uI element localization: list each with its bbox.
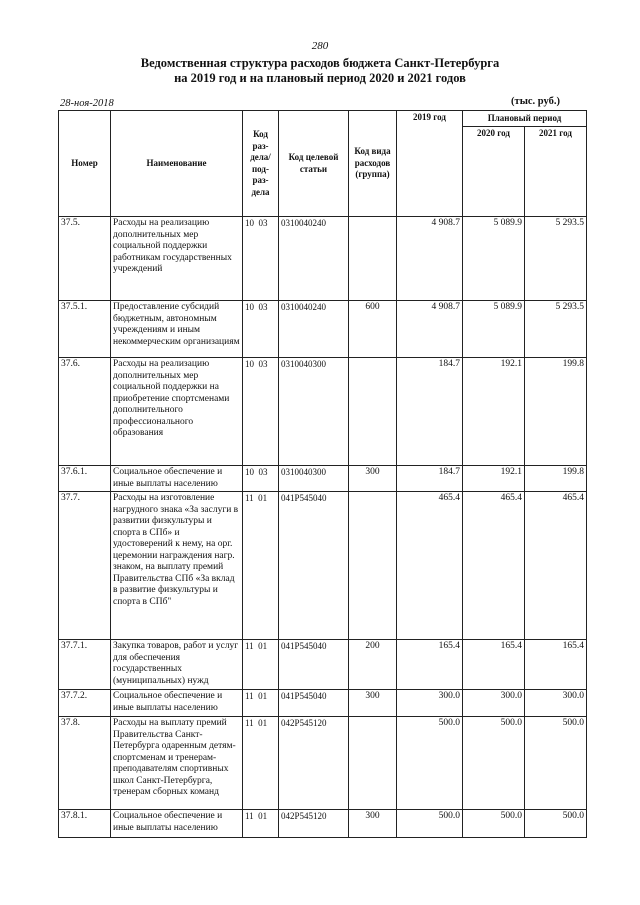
row-value-2019: 165.4 (397, 640, 463, 690)
units-label: (тыс. руб.) (511, 96, 560, 107)
header-section: Код раз-дела/ под-раз-дела (243, 111, 279, 217)
row-value-2019: 300.0 (397, 690, 463, 717)
row-name: Социальное обеспечение и иные выплаты населению (111, 466, 243, 492)
row-number: 37.8.1. (59, 810, 111, 838)
row-subsection: 01 (258, 811, 268, 821)
row-number: 37.7.2. (59, 690, 111, 717)
row-target-code: 041P545040 (279, 492, 349, 640)
header-target: Код целевой статьи (279, 111, 349, 217)
row-section: 10 (245, 302, 254, 312)
row-section-code (243, 217, 279, 301)
document-date: 28-ноя-2018 (60, 98, 114, 109)
table-row (59, 301, 587, 358)
title-line-2: на 2019 год и на плановый период 2020 и 2021 годов (174, 71, 466, 85)
row-number: 37.6. (59, 358, 111, 466)
row-section: 11 (245, 641, 254, 651)
title-line-1: Ведомственная структура расходов бюджета Санкт-Петербурга (140, 56, 500, 70)
row-expense-type: 300 (349, 810, 397, 838)
row-section-code (243, 301, 279, 358)
row-subsection: 03 (258, 359, 268, 369)
row-target-code: 0310040240 (279, 217, 349, 301)
row-value-2021: 5 293.5 (525, 301, 587, 358)
row-value-2019: 4 908.7 (397, 301, 463, 358)
row-number: 37.7.1. (59, 640, 111, 690)
row-expense-type: 300 (349, 466, 397, 492)
row-section-code (243, 492, 279, 640)
row-expense-type (349, 358, 397, 466)
row-expense-type (349, 492, 397, 640)
row-target-code: 041P545040 (279, 690, 349, 717)
row-subsection: 01 (258, 718, 268, 728)
row-value-2020: 5 089.9 (463, 301, 525, 358)
row-expense-type (349, 717, 397, 810)
row-subsection: 01 (258, 493, 268, 503)
row-name: Расходы на изготовление нагрудного знака «За заслуги в развитии физкультуры и спорта в СПб» и удостоверений к нему, на орг. церемонии награждения нагр. знаком, на выплату премий Правительства СПб «За вклад в развитие физкультуры и спорта в СПб" (111, 492, 243, 640)
row-section: 10 (245, 359, 254, 369)
table-row (59, 217, 587, 301)
row-expense-type (349, 217, 397, 301)
table-row (59, 690, 587, 717)
row-value-2019: 4 908.7 (397, 217, 463, 301)
header-number: Номер (59, 111, 111, 217)
row-subsection: 01 (258, 691, 268, 701)
row-subsection: 03 (258, 467, 268, 477)
row-name: Закупка товаров, работ и услуг для обеспечения государственных (муниципальных) нужд (111, 640, 243, 690)
row-value-2020: 465.4 (463, 492, 525, 640)
row-section: 11 (245, 493, 254, 503)
row-value-2020: 500.0 (463, 810, 525, 838)
table-row (59, 358, 587, 466)
row-expense-type: 200 (349, 640, 397, 690)
row-value-2021: 465.4 (525, 492, 587, 640)
table-row (59, 717, 587, 810)
row-expense-type: 600 (349, 301, 397, 358)
row-section-code (243, 810, 279, 838)
row-value-2021: 199.8 (525, 358, 587, 466)
header-name: Наименование (111, 111, 243, 217)
row-name: Расходы на реализацию дополнительных мер социальной поддержки работникам государственных учреждений (111, 217, 243, 301)
row-number: 37.6.1. (59, 466, 111, 492)
row-value-2019: 184.7 (397, 358, 463, 466)
row-section: 11 (245, 718, 254, 728)
row-target-code: 0310040240 (279, 301, 349, 358)
header-2021: 2021 год (525, 127, 587, 217)
row-section: 11 (245, 811, 254, 821)
row-target-code: 041P545040 (279, 640, 349, 690)
row-value-2020: 500.0 (463, 717, 525, 810)
header-planned-period: Плановый период (463, 111, 587, 127)
row-value-2020: 192.1 (463, 466, 525, 492)
row-target-code: 0310040300 (279, 466, 349, 492)
row-value-2019: 500.0 (397, 717, 463, 810)
row-value-2021: 199.8 (525, 466, 587, 492)
row-number: 37.8. (59, 717, 111, 810)
row-value-2020: 5 089.9 (463, 217, 525, 301)
table-row (59, 640, 587, 690)
header-expense-type: Код вида расходов (группа) (349, 111, 397, 217)
row-subsection: 03 (258, 302, 268, 312)
row-section-code (243, 358, 279, 466)
row-number: 37.5. (59, 217, 111, 301)
table-row (59, 810, 587, 838)
row-name: Расходы на реализацию дополнительных мер социальной поддержки на приобретение спортсменами дополнительного профессионального образования (111, 358, 243, 466)
row-section-code (243, 717, 279, 810)
page-title (0, 56, 640, 86)
row-section: 11 (245, 691, 254, 701)
row-section: 10 (245, 218, 254, 228)
row-name: Социальное обеспечение и иные выплаты населению (111, 690, 243, 717)
row-name: Социальное обеспечение и иные выплаты населению (111, 810, 243, 838)
row-subsection: 03 (258, 218, 268, 228)
row-subsection: 01 (258, 641, 268, 651)
row-value-2019: 500.0 (397, 810, 463, 838)
row-value-2021: 500.0 (525, 810, 587, 838)
row-name: Предоставление субсидий бюджетным, автономным учреждениям и иным некоммерческим организациям (111, 301, 243, 358)
table-row (59, 492, 587, 640)
row-expense-type: 300 (349, 690, 397, 717)
row-section-code (243, 466, 279, 492)
row-value-2019: 184.7 (397, 466, 463, 492)
row-value-2020: 300.0 (463, 690, 525, 717)
row-name: Расходы на выплату премий Правительства Санкт-Петербурга одаренным детям-спортсменам и тренерам-преподавателям спортивных школ Санкт-Петербурга, тренерам сборных команд (111, 717, 243, 810)
row-value-2020: 165.4 (463, 640, 525, 690)
row-value-2021: 500.0 (525, 717, 587, 810)
row-value-2019: 465.4 (397, 492, 463, 640)
row-value-2021: 5 293.5 (525, 217, 587, 301)
page-number: 280 (311, 40, 329, 52)
row-section-code (243, 640, 279, 690)
row-value-2021: 300.0 (525, 690, 587, 717)
row-section: 10 (245, 467, 254, 477)
row-value-2020: 192.1 (463, 358, 525, 466)
row-value-2021: 165.4 (525, 640, 587, 690)
budget-table (58, 110, 587, 838)
header-2019: 2019 год (397, 111, 463, 217)
row-target-code: 0310040300 (279, 358, 349, 466)
row-target-code: 042P545120 (279, 717, 349, 810)
row-number: 37.5.1. (59, 301, 111, 358)
header-2020: 2020 год (463, 127, 525, 217)
row-section-code (243, 690, 279, 717)
table-row (59, 466, 587, 492)
row-number: 37.7. (59, 492, 111, 640)
row-target-code: 042P545120 (279, 810, 349, 838)
